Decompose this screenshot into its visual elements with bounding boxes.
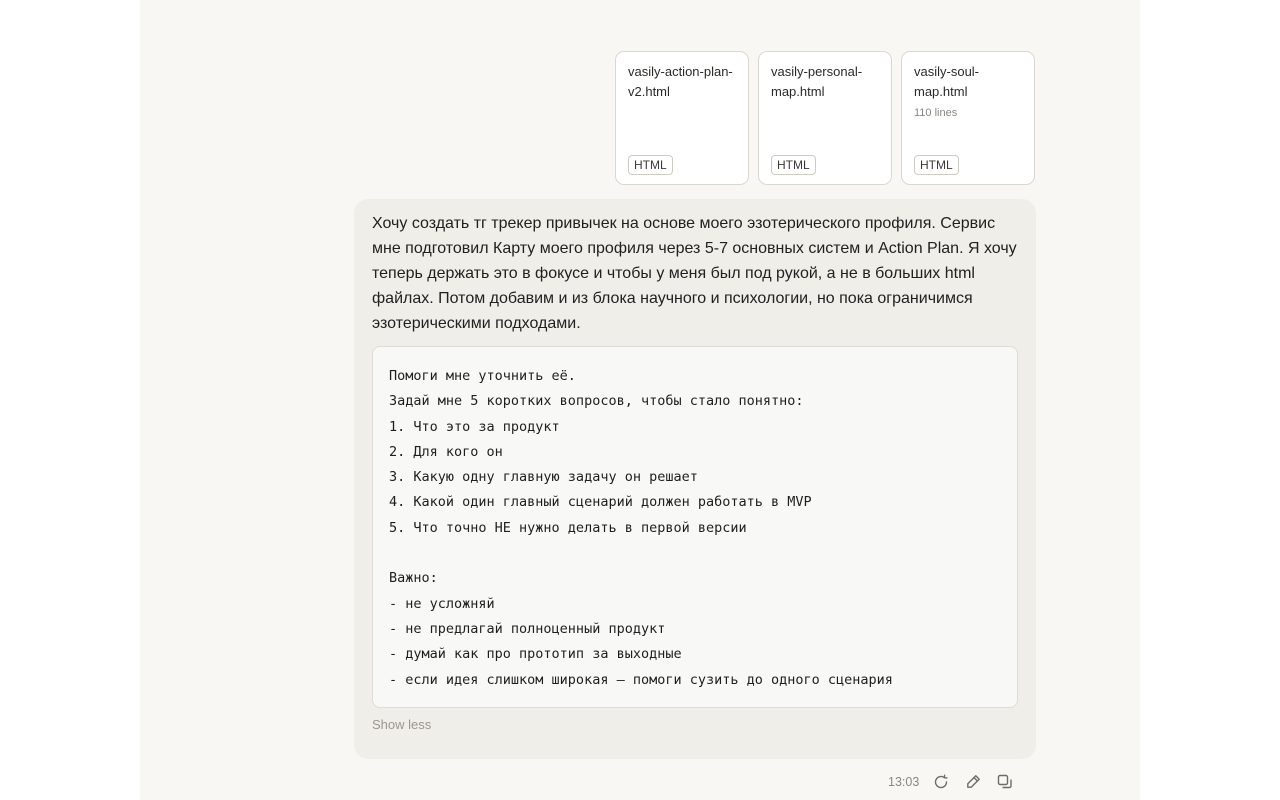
attachment-type-badge: HTML <box>771 155 816 175</box>
attachment-card[interactable] <box>901 51 1035 185</box>
attachment-meta: 110 lines <box>914 107 958 119</box>
show-less-button[interactable]: Show less <box>372 717 432 732</box>
retry-icon[interactable] <box>931 772 951 792</box>
chat-column <box>140 0 1140 800</box>
edit-icon[interactable] <box>963 772 983 792</box>
attachment-type-badge: HTML <box>914 155 959 175</box>
attachment-card[interactable] <box>615 51 749 185</box>
user-message-bubble <box>354 199 1036 759</box>
copy-icon[interactable] <box>995 772 1015 792</box>
attachment-card[interactable] <box>758 51 892 185</box>
message-footer <box>888 770 1027 794</box>
attachment-name: vasily-personal-map.html <box>771 64 863 99</box>
attachment-type-badge: HTML <box>628 155 673 175</box>
code-block <box>372 346 1018 708</box>
attachments-row <box>615 51 1035 185</box>
message-timestamp: 13:03 <box>888 775 920 789</box>
attachment-name: vasily-action-plan-v2.html <box>628 64 733 99</box>
attachment-name: vasily-soul-map.html <box>914 64 980 99</box>
code-block-content: Помоги мне уточнить её. Задай мне 5 коротких вопросов, чтобы стало понятно: 1. Что это за продукт 2. Для кого он 3. Какую одну главную задачу он решает 4. Какой один главный сценарий должен работать в MVP 5. Что точно НЕ нужно делать в первой версии Важно: - не усложняй - не предлагай полноценный продукт - думай как про прототип за выходные - если идея слишком широкая — помоги сузить до одного сценария <box>389 368 893 688</box>
message-text: Хочу создать тг трекер привычек на основе моего эзотерического профиля. Сервис мне подготовил Карту моего профиля через 5-7 основных систем и Action Plan. Я хочу теперь держать это в фокусе и чтобы у меня был под рукой, а не в больших html файлах. Потом добавим и из блока научного и психологии, но пока ограничимся эзотерическими подходами. <box>372 215 1017 332</box>
